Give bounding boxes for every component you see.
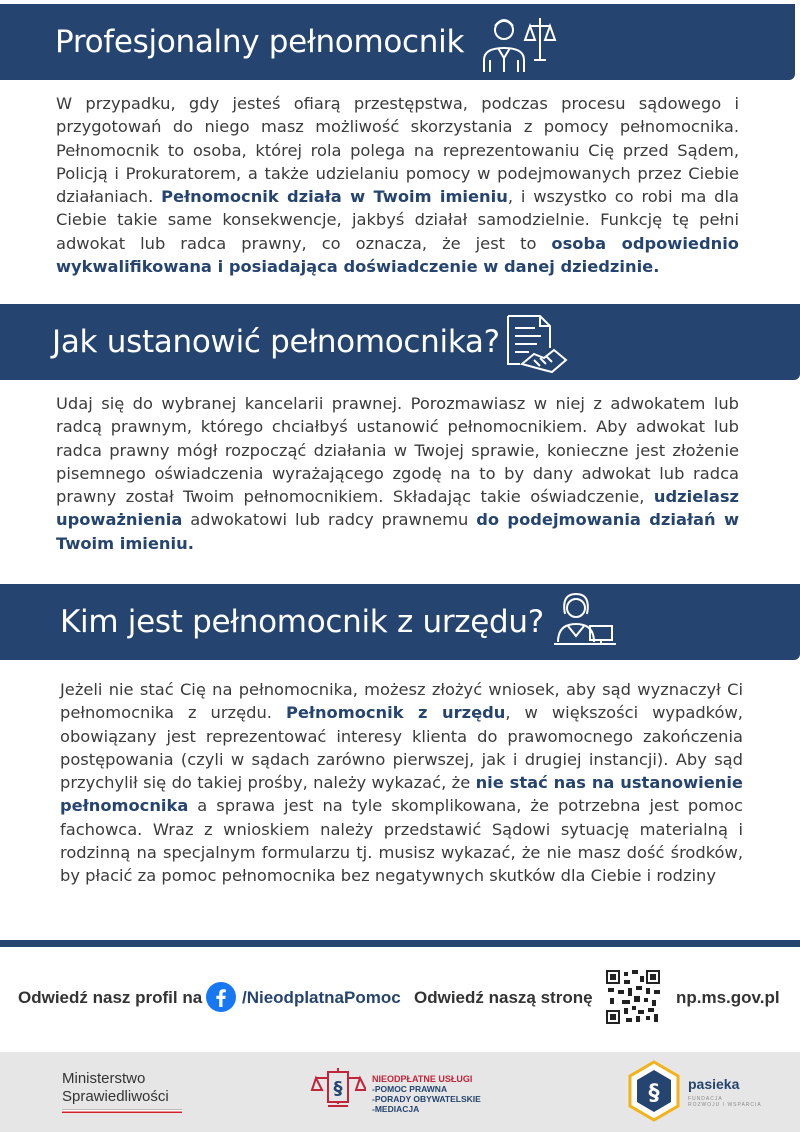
pasieka-hexagon-icon [626, 1060, 682, 1127]
section-banner-2 [0, 304, 800, 380]
site-url-link[interactable]: np.ms.gov.pl [676, 988, 780, 1007]
site-label: Odwiedź naszą stronę [414, 988, 593, 1007]
pasieka-sub-1: FUNDACJA [688, 1096, 723, 1102]
np-logo-icon [310, 1066, 366, 1121]
lawyer-scales-icon [478, 12, 560, 79]
section-paragraph-3: Jeżeli nie stać Cię na pełnomocnika, możesz złożyć wniosek, aby sąd wyznaczył Ci pełnomocnika z urzędu. Pełnomocnik z urzędu, w większości wypadków, obowiązany jest reprezentować interesy klienta do prawomocnego zakończenia postępowania (czyli w sądach zarówno pierwszej, jak i drugiej instancji). Aby sąd przychylił się do takiej prośby, należy wykazać, że nie stać nas na ustanowienie pełnomocnika a sprawa jest na tyle skomplikowana, że potrzebna jest pomoc fachowca. Wraz z wnioskiem należy przedstawić Sądowi sytuację materialną i rodzinną na specjalnym formularzu tj. musisz wykazać, że nie masz dość środków, by płacić za pomoc pełnomocnika bez negatywnych skutków dla Ciebie i rodziny [60, 680, 743, 886]
qr-code-icon[interactable] [606, 970, 660, 1029]
np-item: -PORADY OBYWATELSKIE [372, 1094, 481, 1104]
np-logo-text [372, 1074, 481, 1114]
flag-stripe [62, 1109, 182, 1113]
ministry-line-2: Sprawiedliwości [62, 1088, 169, 1105]
pasieka-subtitle [688, 1096, 762, 1108]
ministry-logo [62, 1070, 182, 1113]
section-banner-3 [0, 584, 800, 660]
document-handshake-icon [500, 312, 570, 379]
np-title: NIEODPŁATNE USŁUGI [372, 1074, 473, 1084]
social-bar [0, 962, 800, 1034]
facebook-icon[interactable] [206, 982, 236, 1017]
section-title: Profesjonalny pełnomocnik [55, 24, 465, 60]
bottom-divider [0, 940, 800, 947]
section-title: Jak ustanowić pełnomocnika? [52, 324, 500, 360]
footer-logos [0, 1052, 800, 1132]
section-banner-1 [0, 4, 795, 80]
svg-text:§: § [333, 1078, 343, 1099]
pasieka-sub-2: ROZWOJU I WSPARCIA [688, 1102, 762, 1108]
profile-label: Odwiedź nasz profil na [18, 988, 203, 1007]
section-paragraph-2: Udaj się do wybranej kancelarii prawnej. Porozmawiasz w niej z adwokatem lub radcą prawnym, którego chciałbyś ustanowić pełnomocnikiem. Aby adwokat lub radca prawny mógł rozpocząć działania w Twojej sprawie, konieczne jest złożenie pisemnego oświadczenia wyrażającego zgodę na to by dany adwokat lub radca prawny został Twoim pełnomocnikiem. Składając takie oświadczenie, udzielasz upoważnienia adwokatowi lub radcy prawnemu do podejmowania działań w Twoim imieniu. [56, 394, 739, 553]
np-item: -MEDIACJA [372, 1104, 420, 1114]
ministry-line-1: Ministerstwo [62, 1070, 146, 1087]
facebook-link[interactable]: /NieodplatnaPomoc [242, 988, 401, 1007]
woman-at-desk-icon [550, 592, 620, 659]
section-title: Kim jest pełnomocnik z urzędu? [60, 604, 544, 640]
pasieka-name: pasieka [688, 1076, 740, 1092]
np-item: -POMOC PRAWNA [372, 1084, 448, 1094]
svg-text:§: § [648, 1081, 660, 1106]
section-paragraph-1: W przypadku, gdy jesteś ofiarą przestępstwa, podczas procesu sądowego i przygotowań do niego masz możliwość skorzystania z pomocy pełnomocnika. Pełnomocnik to osoba, której rola polega na reprezentowaniu Cię przed Sądem, Policją i Prokuratorem, a także udzielaniu pomocy w podejmowanych przez Ciebie działaniach. Pełnomocnik działa w Twoim imieniu, i wszystko co robi ma dla Ciebie takie same konsekwencje, jakbyś działał samodzielnie. Funkcję tę pełni adwokat lub radca prawny, co oznacza, że jest to osoba odpowiednio wykwalifikowana i posiadająca doświadczenie w danej dziedzinie. [56, 94, 739, 277]
